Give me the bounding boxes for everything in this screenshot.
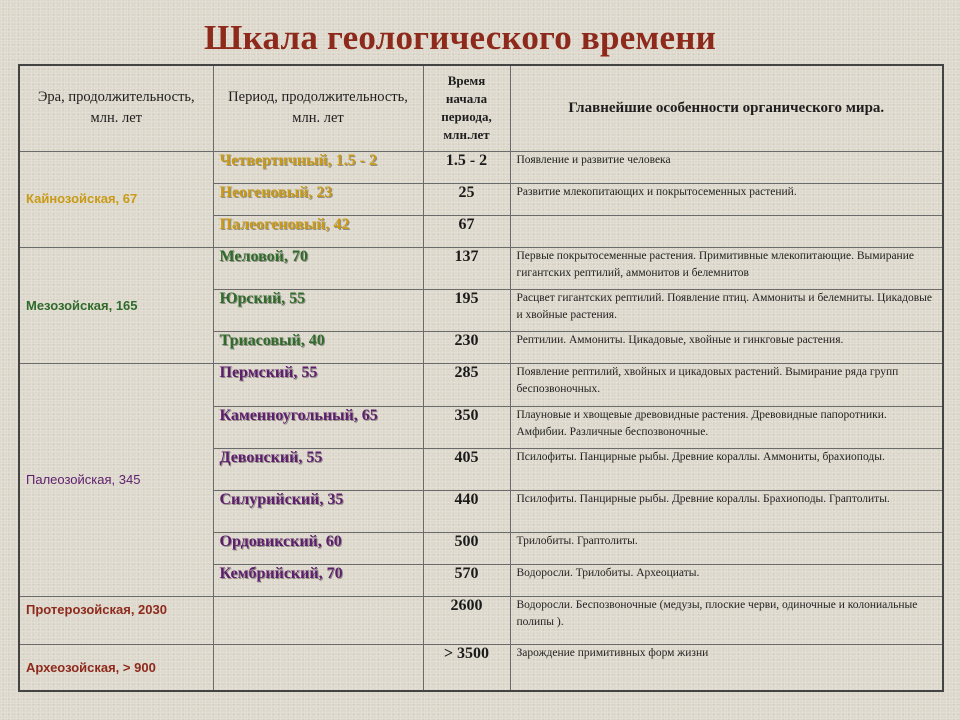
period-cell (213, 597, 423, 645)
era-cenozoic: Кайнозойская, 67 (19, 151, 213, 247)
period-cell: Силурийский, 35 (213, 490, 423, 532)
period-cell: Каменноугольный, 65 (213, 406, 423, 448)
era-paleozoic: Палеозойская, 345 (19, 364, 213, 597)
table-row (19, 364, 943, 406)
table-row (19, 597, 943, 645)
header-period: Период, продолжительность, млн. лет (213, 65, 423, 151)
description-cell: Появление рептилий, хвойных и цикадовых растений. Вымирание ряда групп беспозвоночных. (510, 364, 943, 406)
table-row (19, 151, 943, 183)
period-cell: Пермский, 55 (213, 364, 423, 406)
table-row (19, 645, 943, 691)
description-cell: Водоросли. Трилобиты. Археоциаты. (510, 564, 943, 596)
description-cell: Рептилии. Аммониты. Цикадовые, хвойные и гинкговые растения. (510, 332, 943, 364)
geologic-time-table (18, 64, 944, 692)
time-cell: > 3500 (423, 645, 510, 691)
description-cell (510, 215, 943, 247)
period-cell: Меловой, 70 (213, 248, 423, 290)
time-cell: 440 (423, 490, 510, 532)
header-time: Время начала периода, млн.лет (423, 65, 510, 151)
table-row (19, 248, 943, 290)
description-cell: Псилофиты. Панцирные рыбы. Древние кораллы. Брахиоподы. Граптолиты. (510, 490, 943, 532)
description-cell: Расцвет гигантских рептилий. Появление птиц. Аммониты и белемниты. Цикадовые и хвойные растения. (510, 290, 943, 332)
period-cell: Кембрийский, 70 (213, 564, 423, 596)
description-cell: Трилобиты. Граптолиты. (510, 532, 943, 564)
description-cell: Зарождение примитивных форм жизни (510, 645, 943, 691)
period-cell: Палеогеновый, 42 (213, 215, 423, 247)
time-cell: 1.5 - 2 (423, 151, 510, 183)
time-cell: 230 (423, 332, 510, 364)
header-description: Главнейшие особенности органического мира. (510, 65, 943, 151)
era-proterozoic: Протерозойская, 2030 (19, 597, 213, 645)
period-cell: Ордовикский, 60 (213, 532, 423, 564)
time-cell: 25 (423, 183, 510, 215)
era-archean: Археозойская, > 900 (19, 645, 213, 691)
description-cell: Развитие млекопитающих и покрытосеменных растений. (510, 183, 943, 215)
time-cell: 570 (423, 564, 510, 596)
period-cell: Юрский, 55 (213, 290, 423, 332)
period-cell: Девонский, 55 (213, 448, 423, 490)
period-cell: Четвертичный, 1.5 - 2 (213, 151, 423, 183)
description-cell: Появление и развитие человека (510, 151, 943, 183)
description-cell: Псилофиты. Панцирные рыбы. Древние кораллы. Аммониты, брахиоподы. (510, 448, 943, 490)
period-cell (213, 645, 423, 691)
header-era: Эра, продолжительность, млн. лет (19, 65, 213, 151)
time-cell: 137 (423, 248, 510, 290)
time-cell: 195 (423, 290, 510, 332)
period-cell: Неогеновый, 23 (213, 183, 423, 215)
time-cell: 285 (423, 364, 510, 406)
description-cell: Плауновые и хвощевые древовидные растения. Древовидные папоротники. Амфибии. Различные беспозвоночные. (510, 406, 943, 448)
time-cell: 500 (423, 532, 510, 564)
header-row (19, 65, 943, 151)
time-cell: 2600 (423, 597, 510, 645)
description-cell: Первые покрытосеменные растения. Примитивные млекопитающие. Вымирание гигантских рептилий, аммонитов и белемнитов (510, 248, 943, 290)
period-cell: Триасовый, 40 (213, 332, 423, 364)
era-mesozoic: Мезозойская, 165 (19, 248, 213, 364)
time-cell: 350 (423, 406, 510, 448)
time-cell: 67 (423, 215, 510, 247)
page-title: Шкала геологического времени (204, 18, 716, 57)
time-cell: 405 (423, 448, 510, 490)
description-cell: Водоросли. Беспозвоночные (медузы, плоские черви, одиночные и колониальные полипы ). (510, 597, 943, 645)
